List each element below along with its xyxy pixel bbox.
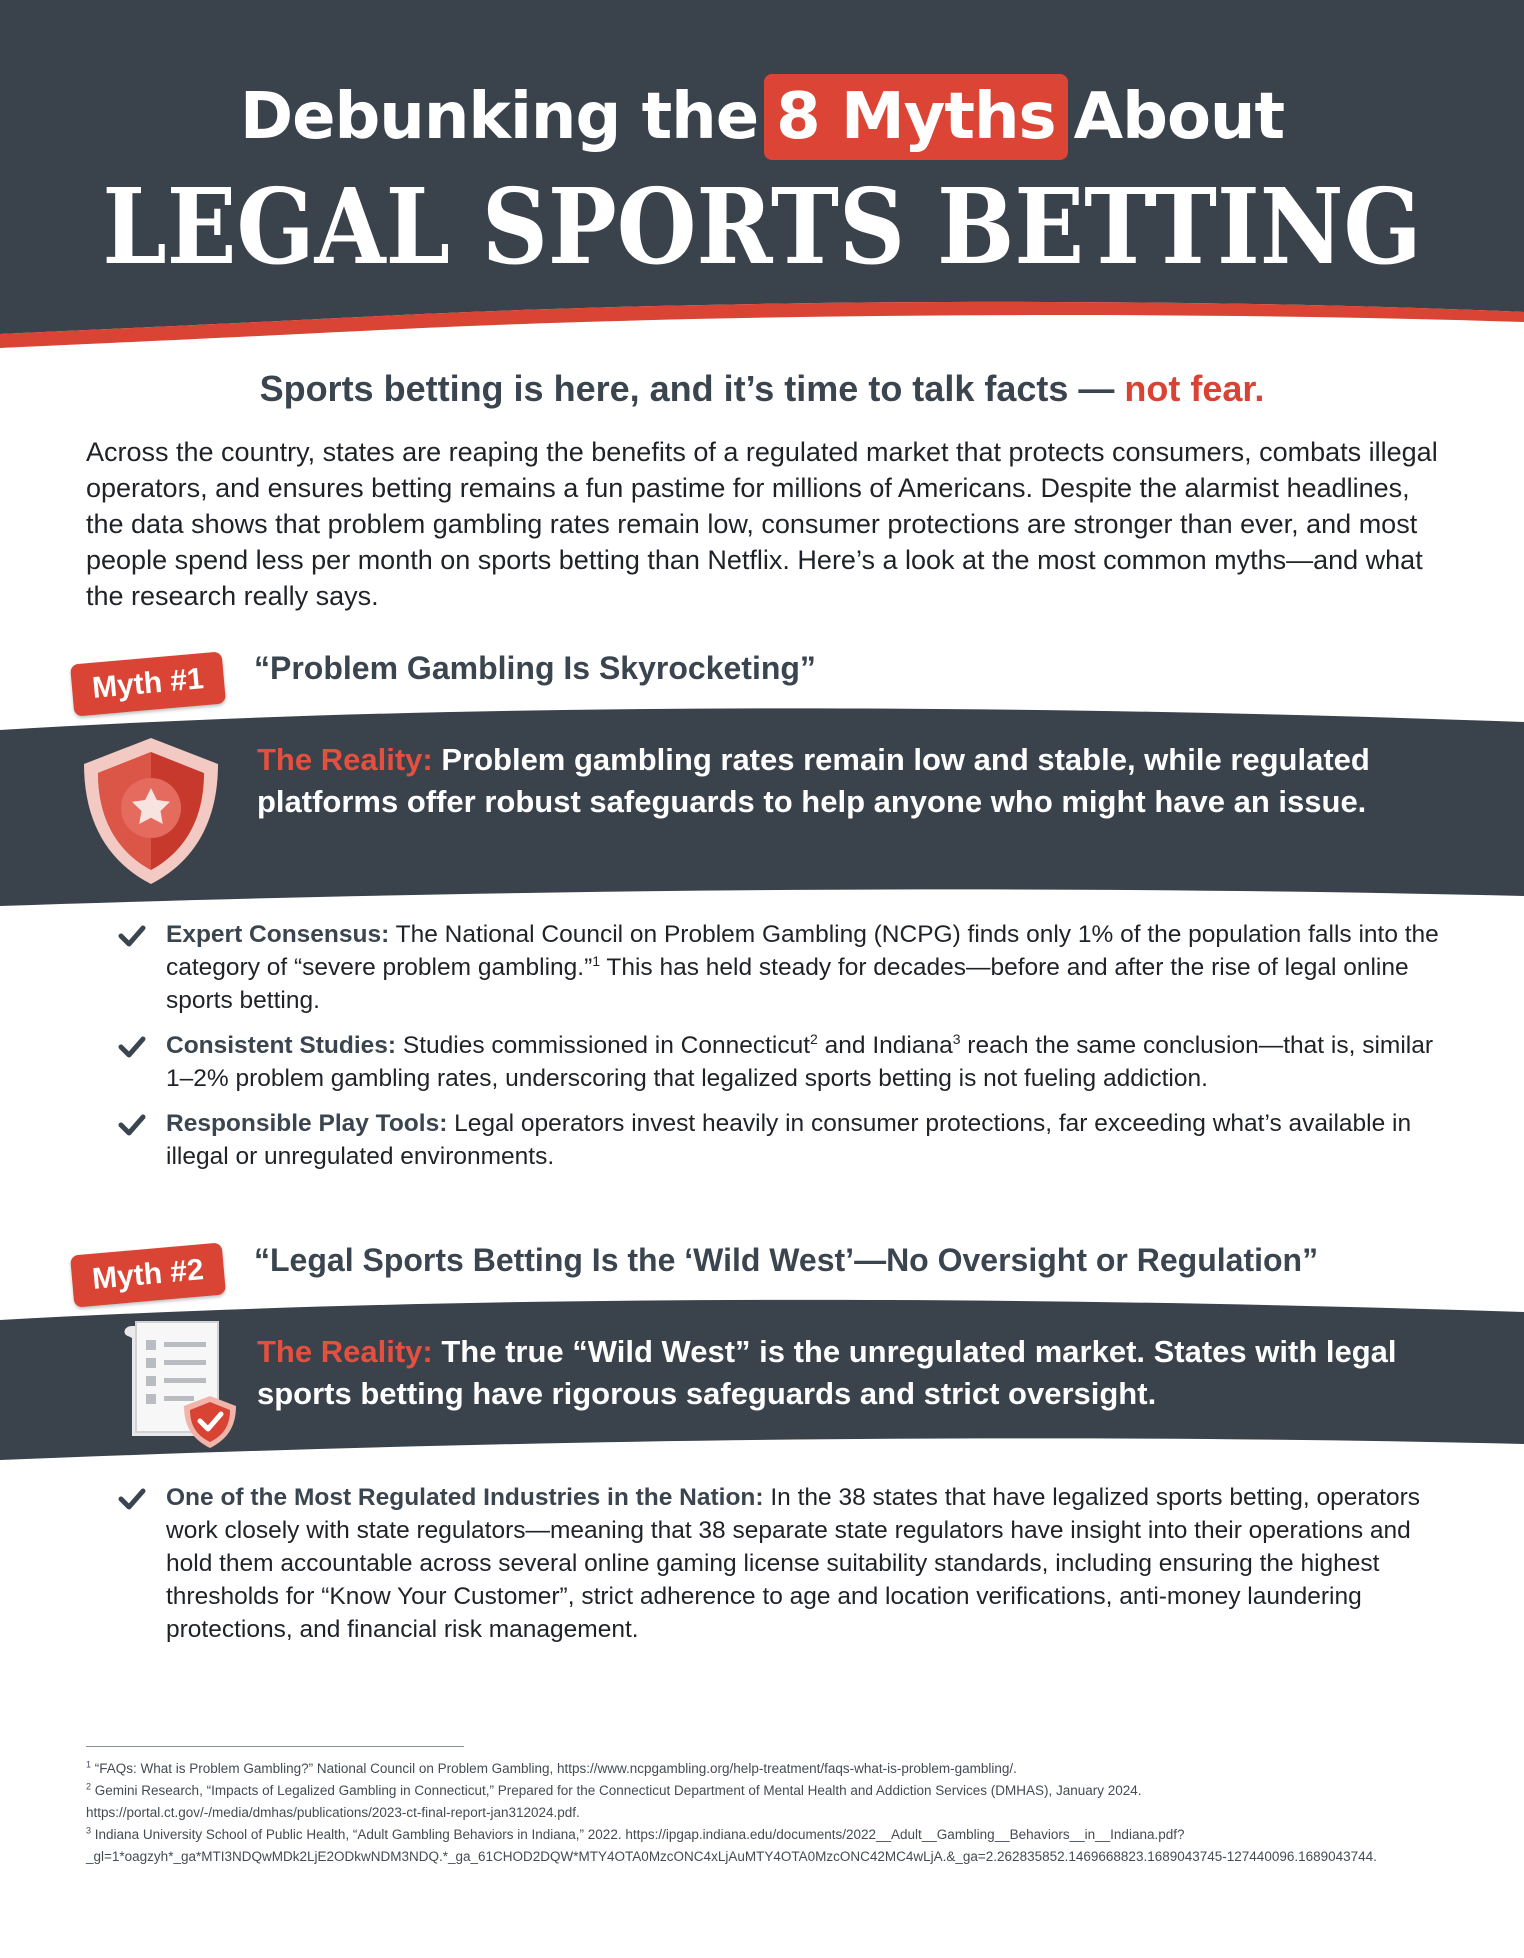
headline-line-1	[0, 72, 1524, 162]
footnote-item	[86, 1780, 1416, 1824]
headline-line-2: LEGAL SPORTS BETTING	[102, 165, 1422, 288]
myth-2-reality	[257, 1331, 1457, 1415]
bullet-text: Studies commissioned in Connecticut	[402, 1032, 811, 1059]
checklist-shield-icon	[118, 1318, 242, 1450]
footnote-number: 1	[86, 1759, 92, 1770]
bullet-label: One of the Most Regulated Industries in the Nation:	[166, 1484, 764, 1511]
headline-prefix: Debunking the	[239, 80, 759, 154]
myth-2-badge: Myth #2	[70, 1242, 226, 1307]
check-icon	[118, 1032, 146, 1060]
footnote-text: Indiana University School of Public Health, “Adult Gambling Behaviors in Indiana,” 2022. https://ipgap.indiana.edu/documents/2022__Adult__Gambling__Behaviors__in__Indiana.pdf?_gl=1*oagzyh*_ga*MTI3NDQwMDk2LjE2ODkwNDM3NDQ.*_ga_61CHOD2DQW*MTY4OTA0MzcONC4xLjAuMTY4OTA0MzcONC42MC4wLjA.&_ga=2.262835852.1469668823.1689043745-127440096.1689043744.	[86, 1827, 1377, 1864]
tagline	[0, 368, 1524, 410]
intro-paragraph: Across the country, states are reaping the benefits of a regulated market that protects consumers, combats illegal operators, and ensures betting remains a fun pastime for millions of Americans. Despite the alarmist headlines, the data shows that problem gambling rates remain low, consumer protections are stronger than ever, and most people spend less per month on sports betting than Netflix. Here’s a look at the most common myths—and what the research really says.	[86, 437, 1438, 611]
headline-highlight-pill: 8 Myths	[764, 74, 1067, 160]
list-item	[118, 1029, 1448, 1095]
check-icon	[118, 921, 146, 949]
bullet-text: The National Council on Problem Gambling (NCPG) finds only 1% of the population falls into the category of “severe problem gambling.”	[166, 921, 1439, 981]
bullet-text: reach the same conclusion—that is, similar 1–2% problem gambling rates, underscoring that legalized sports betting is not fueling addiction.	[166, 1032, 1433, 1092]
bullet-text: In the 38 states that have legalized sports betting, operators work closely with state regulators—meaning that 38 separate state regulators have insight into their operations and hold them accountable across several online gaming license suitability standards, including ensuring the highest thresholds for “Know Your Customer”, strict adherence to age and location verifications, anti-money laundering protections, and financial risk management.	[166, 1484, 1421, 1643]
footnote-text: Gemini Research, “Impacts of Legalized Gambling in Connecticut,” Prepared for the Connecticut Department of Mental Health and Addiction Services (DMHAS), January 2024. https://portal.ct.gov/-/media/dmhas/publications/2023-ct-final-report-jan312024.pdf.	[86, 1783, 1142, 1820]
footnote-number: 3	[86, 1825, 92, 1836]
check-icon	[118, 1110, 146, 1138]
myth-2-reality-label: The Reality:	[257, 1334, 433, 1369]
list-item	[118, 918, 1448, 1017]
shield-star-icon	[76, 734, 226, 888]
list-item	[118, 1107, 1448, 1173]
myth-2-title: “Legal Sports Betting Is the ‘Wild West’—No Oversight or Regulation”	[254, 1242, 1319, 1278]
myth-1-reality	[257, 739, 1457, 823]
tagline-main: Sports betting is here, and it’s time to talk facts —	[259, 368, 1115, 409]
headline-suffix: About	[1073, 80, 1285, 154]
footnotes	[86, 1758, 1416, 1868]
bullet-label: Expert Consensus:	[166, 921, 390, 948]
list-item	[118, 1481, 1448, 1646]
footnote-divider	[86, 1746, 464, 1747]
bullet-label: Consistent Studies:	[166, 1032, 397, 1059]
bullet-label: Responsible Play Tools:	[166, 1110, 448, 1137]
footnote-item	[86, 1824, 1416, 1868]
check-icon	[118, 1484, 146, 1512]
footnote-number: 2	[86, 1781, 92, 1792]
tagline-accent: not fear.	[1124, 368, 1265, 409]
myth-1-badge: Myth #1	[70, 651, 226, 716]
footnote-ref: 1	[592, 952, 601, 969]
footnote-ref: 3	[952, 1030, 961, 1047]
footnote-text: “FAQs: What is Problem Gambling?” National Council on Problem Gambling, https://www.ncpgambling.org/help-treatment/faqs-what-is-problem-gambling/.	[94, 1761, 1017, 1776]
myth-1-title: “Problem Gambling Is Skyrocketing”	[254, 650, 816, 686]
myth-2-reality-text: The true “Wild West” is the unregulated market. States with legal sports betting have rigorous safeguards and strict oversight.	[257, 1334, 1397, 1411]
myth-1-reality-text: Problem gambling rates remain low and stable, while regulated platforms offer robust safeguards to help anyone who might have an issue.	[257, 742, 1370, 819]
myth-1-reality-label: The Reality:	[257, 742, 433, 777]
footnote-ref: 2	[810, 1030, 818, 1047]
bullet-text: Legal operators invest heavily in consumer protections, far exceeding what’s available in illegal or unregulated environments.	[166, 1110, 1412, 1170]
footnote-item	[86, 1758, 1416, 1780]
bullet-text: This has held steady for decades—before and after the rise of legal online sports betting.	[166, 954, 1409, 1014]
myth-1-bullet-list	[118, 918, 1448, 1185]
bullet-text: and Indiana	[817, 1032, 953, 1059]
myth-2-bullet-list	[118, 1481, 1448, 1658]
